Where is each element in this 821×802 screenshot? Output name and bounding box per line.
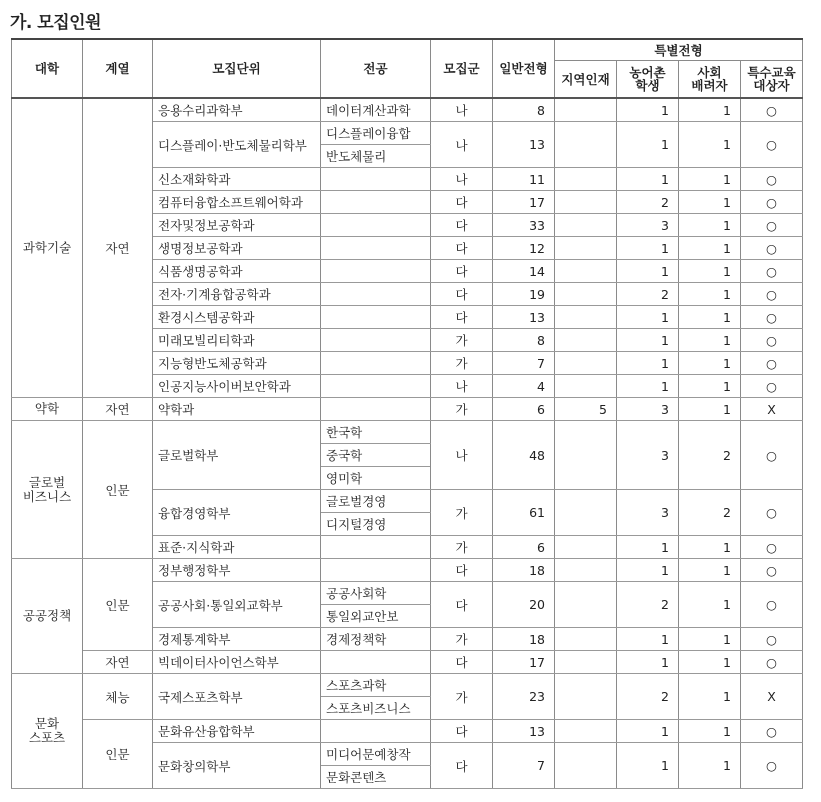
major-cell: 디지털경영 [321, 513, 431, 536]
major-cell [321, 237, 431, 260]
regional-cell [555, 536, 617, 559]
unit-cell: 인공지능사이버보안학과 [153, 375, 321, 398]
regional-cell [555, 122, 617, 168]
regional-cell [555, 743, 617, 789]
table-row [12, 421, 803, 444]
field-cell: 체능 [83, 674, 153, 720]
major-cell [321, 651, 431, 674]
major-cell [321, 352, 431, 375]
table-row [12, 559, 803, 582]
group-cell: 가 [431, 352, 493, 375]
special-edu-cell: ○ [741, 191, 803, 214]
social-cell: 1 [679, 283, 741, 306]
social-cell: 1 [679, 306, 741, 329]
regional-cell [555, 306, 617, 329]
group-cell: 다 [431, 283, 493, 306]
special-edu-cell: ○ [741, 375, 803, 398]
special-edu-cell: ○ [741, 214, 803, 237]
header-special: 특별전형 [555, 39, 803, 61]
general-cell: 13 [493, 720, 555, 743]
table-row [12, 398, 803, 421]
special-edu-cell: ○ [741, 352, 803, 375]
regional-cell [555, 98, 617, 122]
general-cell: 33 [493, 214, 555, 237]
group-cell: 나 [431, 98, 493, 122]
major-cell: 반도체물리 [321, 145, 431, 168]
header-rural: 농어촌 학생 [617, 61, 679, 99]
regional-cell [555, 214, 617, 237]
rural-cell: 1 [617, 628, 679, 651]
regional-cell [555, 582, 617, 628]
group-cell: 가 [431, 398, 493, 421]
group-cell: 다 [431, 306, 493, 329]
major-cell [321, 536, 431, 559]
rural-cell: 1 [617, 375, 679, 398]
general-cell: 17 [493, 651, 555, 674]
major-cell: 한국학 [321, 421, 431, 444]
rural-cell: 2 [617, 582, 679, 628]
regional-cell [555, 168, 617, 191]
rural-cell: 1 [617, 651, 679, 674]
rural-cell: 1 [617, 260, 679, 283]
table-row [12, 674, 803, 697]
college-cell: 약학 [12, 398, 83, 421]
social-cell: 1 [679, 122, 741, 168]
unit-cell: 전자·기계융합공학과 [153, 283, 321, 306]
regional-cell [555, 191, 617, 214]
regional-cell [555, 375, 617, 398]
rural-cell: 1 [617, 237, 679, 260]
major-cell: 영미학 [321, 467, 431, 490]
unit-cell: 생명정보공학과 [153, 237, 321, 260]
social-cell: 2 [679, 490, 741, 536]
special-edu-cell: ○ [741, 98, 803, 122]
group-cell: 나 [431, 122, 493, 168]
major-cell: 미디어문예창작 [321, 743, 431, 766]
major-cell: 공공사회학 [321, 582, 431, 605]
special-edu-cell: ○ [741, 283, 803, 306]
page-title: 가. 모집인원 [10, 13, 101, 33]
general-cell: 4 [493, 375, 555, 398]
regional-cell [555, 237, 617, 260]
unit-cell: 표준·지식학과 [153, 536, 321, 559]
rural-cell: 3 [617, 490, 679, 536]
general-cell: 20 [493, 582, 555, 628]
special-edu-cell: ○ [741, 168, 803, 191]
general-cell: 14 [493, 260, 555, 283]
social-cell: 1 [679, 536, 741, 559]
group-cell: 다 [431, 191, 493, 214]
field-cell: 인문 [83, 421, 153, 559]
special-edu-cell: ○ [741, 237, 803, 260]
college-cell: 문화 스포츠 [12, 674, 83, 789]
unit-cell: 식품생명공학과 [153, 260, 321, 283]
group-cell: 다 [431, 214, 493, 237]
group-cell: 가 [431, 329, 493, 352]
social-cell: 1 [679, 98, 741, 122]
major-cell [321, 559, 431, 582]
major-cell [321, 329, 431, 352]
header-college: 대학 [12, 39, 83, 98]
table-row [12, 720, 803, 743]
major-cell [321, 214, 431, 237]
table-row [12, 98, 803, 122]
rural-cell: 2 [617, 191, 679, 214]
general-cell: 48 [493, 421, 555, 490]
regional-cell [555, 352, 617, 375]
group-cell: 가 [431, 628, 493, 651]
rural-cell: 1 [617, 720, 679, 743]
major-cell: 중국학 [321, 444, 431, 467]
unit-cell: 신소재화학과 [153, 168, 321, 191]
social-cell: 1 [679, 743, 741, 789]
college-cell: 과학기술 [12, 98, 83, 398]
regional-cell [555, 674, 617, 720]
rural-cell: 1 [617, 559, 679, 582]
unit-cell: 응용수리과학부 [153, 98, 321, 122]
rural-cell: 1 [617, 122, 679, 168]
major-cell [321, 260, 431, 283]
special-edu-cell: X [741, 674, 803, 720]
general-cell: 6 [493, 398, 555, 421]
major-cell: 글로벌경영 [321, 490, 431, 513]
social-cell: 1 [679, 191, 741, 214]
rural-cell: 1 [617, 352, 679, 375]
unit-cell: 빅데이터사이언스학부 [153, 651, 321, 674]
header-unit: 모집단위 [153, 39, 321, 98]
social-cell: 1 [679, 651, 741, 674]
social-cell: 1 [679, 720, 741, 743]
unit-cell: 문화유산융합학부 [153, 720, 321, 743]
header-regional: 지역인재 [555, 61, 617, 99]
general-cell: 7 [493, 352, 555, 375]
field-cell: 자연 [83, 98, 153, 398]
special-edu-cell: X [741, 398, 803, 421]
social-cell: 1 [679, 352, 741, 375]
social-cell: 2 [679, 421, 741, 490]
field-cell: 인문 [83, 720, 153, 789]
unit-cell: 약학과 [153, 398, 321, 421]
major-cell [321, 191, 431, 214]
unit-cell: 컴퓨터융합소프트웨어학과 [153, 191, 321, 214]
rural-cell: 3 [617, 214, 679, 237]
major-cell [321, 720, 431, 743]
rural-cell: 1 [617, 98, 679, 122]
rural-cell: 1 [617, 536, 679, 559]
social-cell: 1 [679, 582, 741, 628]
general-cell: 7 [493, 743, 555, 789]
rural-cell: 3 [617, 398, 679, 421]
field-cell: 자연 [83, 398, 153, 421]
major-cell: 통일외교안보 [321, 605, 431, 628]
regional-cell: 5 [555, 398, 617, 421]
rural-cell: 1 [617, 168, 679, 191]
group-cell: 다 [431, 559, 493, 582]
general-cell: 8 [493, 98, 555, 122]
rural-cell: 2 [617, 674, 679, 720]
social-cell: 1 [679, 237, 741, 260]
social-cell: 1 [679, 329, 741, 352]
general-cell: 61 [493, 490, 555, 536]
major-cell [321, 375, 431, 398]
general-cell: 18 [493, 628, 555, 651]
social-cell: 1 [679, 398, 741, 421]
unit-cell: 환경시스템공학과 [153, 306, 321, 329]
general-cell: 18 [493, 559, 555, 582]
special-edu-cell: ○ [741, 559, 803, 582]
regional-cell [555, 559, 617, 582]
group-cell: 다 [431, 260, 493, 283]
rural-cell: 2 [617, 283, 679, 306]
general-cell: 23 [493, 674, 555, 720]
group-cell: 다 [431, 720, 493, 743]
field-cell: 인문 [83, 559, 153, 651]
table-row [12, 651, 803, 674]
general-cell: 19 [493, 283, 555, 306]
special-edu-cell: ○ [741, 421, 803, 490]
unit-cell: 지능형반도체공학과 [153, 352, 321, 375]
group-cell: 다 [431, 582, 493, 628]
major-cell [321, 398, 431, 421]
group-cell: 나 [431, 421, 493, 490]
regional-cell [555, 628, 617, 651]
special-edu-cell: ○ [741, 628, 803, 651]
rural-cell: 1 [617, 306, 679, 329]
major-cell [321, 283, 431, 306]
major-cell [321, 306, 431, 329]
unit-cell: 공공사회·통일외교학부 [153, 582, 321, 628]
special-edu-cell: ○ [741, 651, 803, 674]
social-cell: 1 [679, 260, 741, 283]
regional-cell [555, 260, 617, 283]
college-cell: 글로벌 비즈니스 [12, 421, 83, 559]
field-cell: 자연 [83, 651, 153, 674]
rural-cell: 1 [617, 329, 679, 352]
general-cell: 6 [493, 536, 555, 559]
major-cell [321, 168, 431, 191]
unit-cell: 문화창의학부 [153, 743, 321, 789]
header-special-edu: 특수교육 대상자 [741, 61, 803, 99]
admission-table [11, 38, 803, 789]
major-cell: 문화콘텐츠 [321, 766, 431, 789]
special-edu-cell: ○ [741, 582, 803, 628]
major-cell: 데이터계산과학 [321, 98, 431, 122]
special-edu-cell: ○ [741, 743, 803, 789]
regional-cell [555, 651, 617, 674]
rural-cell: 3 [617, 421, 679, 490]
special-edu-cell: ○ [741, 720, 803, 743]
unit-cell: 융합경영학부 [153, 490, 321, 536]
major-cell: 스포츠과학 [321, 674, 431, 697]
general-cell: 13 [493, 306, 555, 329]
social-cell: 1 [679, 674, 741, 720]
unit-cell: 국제스포츠학부 [153, 674, 321, 720]
rural-cell: 1 [617, 743, 679, 789]
general-cell: 11 [493, 168, 555, 191]
regional-cell [555, 490, 617, 536]
social-cell: 1 [679, 628, 741, 651]
header-group: 모집군 [431, 39, 493, 98]
special-edu-cell: ○ [741, 329, 803, 352]
general-cell: 13 [493, 122, 555, 168]
unit-cell: 정부행정학부 [153, 559, 321, 582]
group-cell: 나 [431, 168, 493, 191]
unit-cell: 디스플레이·반도체물리학부 [153, 122, 321, 168]
major-cell: 경제정책학 [321, 628, 431, 651]
header-general: 일반전형 [493, 39, 555, 98]
social-cell: 1 [679, 375, 741, 398]
unit-cell: 경제통계학부 [153, 628, 321, 651]
unit-cell: 전자및정보공학과 [153, 214, 321, 237]
major-cell: 디스플레이융합 [321, 122, 431, 145]
group-cell: 다 [431, 651, 493, 674]
special-edu-cell: ○ [741, 260, 803, 283]
unit-cell: 미래모빌리티학과 [153, 329, 321, 352]
group-cell: 다 [431, 743, 493, 789]
header-social: 사회 배려자 [679, 61, 741, 99]
special-edu-cell: ○ [741, 122, 803, 168]
regional-cell [555, 283, 617, 306]
header-field: 계열 [83, 39, 153, 98]
regional-cell [555, 720, 617, 743]
general-cell: 12 [493, 237, 555, 260]
social-cell: 1 [679, 214, 741, 237]
table-body [12, 98, 803, 789]
social-cell: 1 [679, 168, 741, 191]
group-cell: 가 [431, 674, 493, 720]
special-edu-cell: ○ [741, 306, 803, 329]
group-cell: 가 [431, 536, 493, 559]
group-cell: 가 [431, 490, 493, 536]
major-cell: 스포츠비즈니스 [321, 697, 431, 720]
regional-cell [555, 421, 617, 490]
unit-cell: 글로벌학부 [153, 421, 321, 490]
general-cell: 17 [493, 191, 555, 214]
header-major: 전공 [321, 39, 431, 98]
special-edu-cell: ○ [741, 536, 803, 559]
general-cell: 8 [493, 329, 555, 352]
special-edu-cell: ○ [741, 490, 803, 536]
social-cell: 1 [679, 559, 741, 582]
college-cell: 공공정책 [12, 559, 83, 674]
group-cell: 다 [431, 237, 493, 260]
regional-cell [555, 329, 617, 352]
group-cell: 나 [431, 375, 493, 398]
